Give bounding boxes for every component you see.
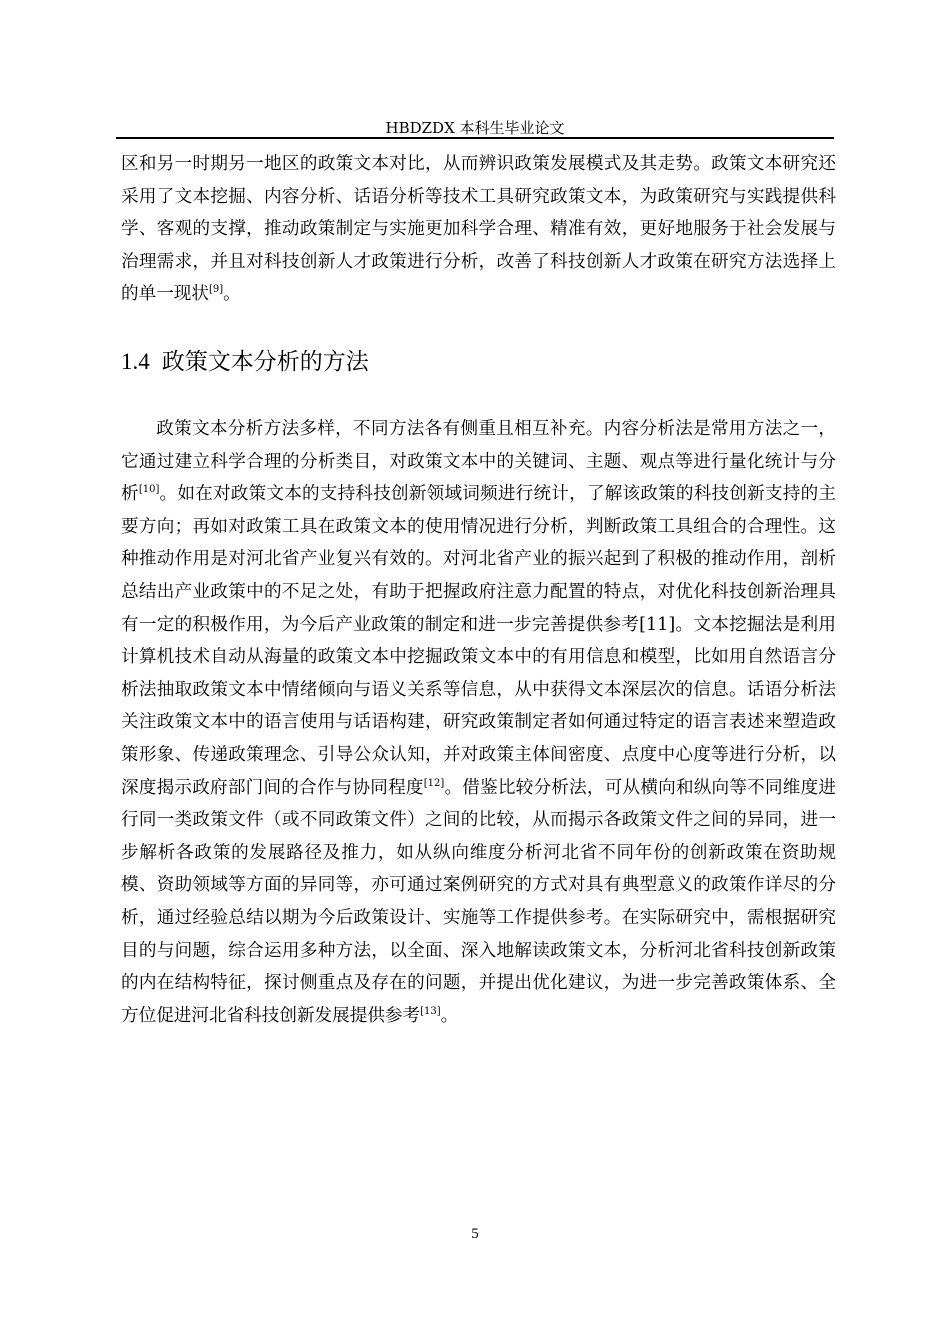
citation: [12] (423, 777, 445, 789)
page-number: 5 (471, 1226, 479, 1242)
citation: [13] (420, 1005, 441, 1017)
paragraph-text: 区和另一时期另一地区的政策文本对比，从而辨识政策发展模式及其走势。政策文本研究还采用了文本挖掘、内容分析、话语分析等技术工具研究政策文本，为政策研究与实践提供科学、客观的支撑，推动政策制定与实施更加科学合理、精准有效，更好地服务于社会发展与治理需求，并且对科技创新人才政策进行分析，改善了科技创新人才政策在研究方法选择上的单一现状 (121, 154, 836, 305)
paragraph-end: 。 (223, 284, 241, 305)
paragraph-end: 。 (440, 1005, 459, 1026)
section-number: 1.4 (121, 349, 150, 374)
citation: [9] (208, 284, 224, 296)
paragraph-methods (121, 413, 836, 1032)
section-heading (121, 346, 369, 378)
paragraph-text: 政策文本分析方法多样，不同方法各有侧重且相互补充。内容分析法是常用方法之一，它通过建立科学合理的分析类目，对政策文本中的关键词、主题、观点等进行量化统计与分析 (121, 419, 836, 505)
paragraph-text: 。如在对政策文本的支持科技创新领域词频进行统计，了解该政策的科技创新支持的主要方向；再如对政策工具在政策文本的使用情况进行分析，判断政策工具组合的合理性。这种推动作用是对河北省产业复兴有效的。对河北省产业的振兴起到了积极的推动作用，剖析总结出产业政策中的不足之处，有助于把握政府注意力配置的特点，对优化科技创新治理具有一定的积极作用，为今后产业政策的制定和进一步完善提供参考[11]。文本挖掘法是利用计算机技术自动从海量的政策文本中挖掘政策文本中的有用信息和模型，比如用自然语言分析法抽取政策文本中情绪倾向与语义关系等信息，从中获得文本深层次的信息。话语分析法关注政策文本中的语言使用与话语构建，研究政策制定者如何通过特定的语言表述来塑造政策形象、传递政策理念、引导公众认知，并对政策主体间密度、点度中心度等进行分析，以深度揭示政府部门间的合作与协同程度 (121, 484, 836, 798)
header-rule (116, 137, 834, 139)
citation: [10] (138, 484, 160, 496)
section-title: 政策文本分析的方法 (161, 349, 369, 375)
running-header: HBDZDX 本科生毕业论文 (385, 119, 565, 137)
paragraph-continuation (121, 148, 836, 311)
paragraph-text: 。借鉴比较分析法，可从横向和纵向等不同维度进行同一类政策文件（或不同政策文件）之间的比较，从而揭示各政策文件之间的异同，进一步解析各政策的发展路径及推力，如从纵向维度分析河北省不同年份的创新政策在资助规模、资助领域等方面的异同等，亦可通过案例研究的方式对具有典型意义的政策作详尽的分析，通过经验总结以期为今后政策设计、实施等工作提供参考。在实际研究中，需根据研究目的与问题，综合运用多种方法，以全面、深入地解读政策文本，分析河北省科技创新政策的内在结构特征，探讨侧重点及存在的问题，并提出优化建议，为进一步完善政策体系、全方位促进河北省科技创新发展提供参考 (121, 777, 836, 1026)
